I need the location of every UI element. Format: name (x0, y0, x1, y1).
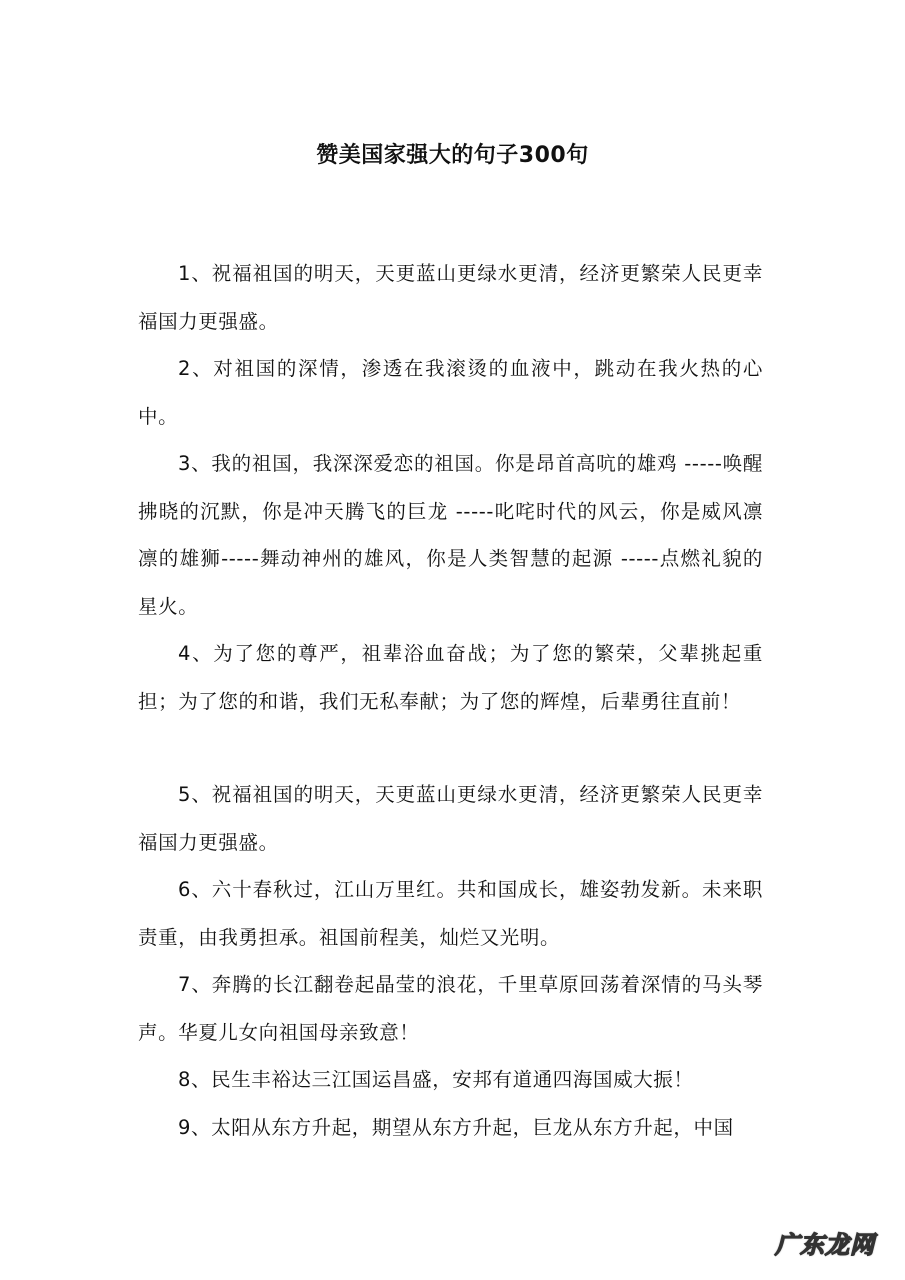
paragraph-9: 9、太阳从东方升起，期望从东方升起，巨龙从东方升起，中国 (178, 1115, 734, 1139)
paragraph-2: 2、对祖国的深情，渗透在我滚烫的血液中，跳动在我火热的心中。 (138, 357, 763, 428)
paragraph-3: 3、我的祖国，我深深爱恋的祖国。你是昂首高吭的雄鸡 -----唤醒拂晓的沉默，你是冲天腾飞的巨龙 -----叱咤时代的风云，你是威风凛凛的雄狮-----舞动神州的雄风，你是人类智慧的起源 -----点燃礼貌的星火。 (138, 452, 763, 618)
site-watermark: 广东龙网 (775, 1231, 875, 1259)
paragraph-spacer (138, 725, 763, 771)
paragraph-8: 8、民生丰裕达三江国运昌盛，安邦有道通四海国威大振！ (178, 1068, 694, 1091)
paragraph-7: 7、奔腾的长江翻卷起晶莹的浪花，千里草原回荡着深情的马头琴声。华夏儿女向祖国母亲致意！ (138, 973, 763, 1044)
paragraph-4: 4、为了您的尊严，祖辈浴血奋战；为了您的繁荣，父辈挑起重担；为了您的和谐，我们无私奉献；为了您的辉煌，后辈勇往直前！ (138, 642, 763, 713)
document-title: 赞美国家强大的句子300句 (316, 143, 589, 168)
paragraph-1: 1、祝福祖国的明天，天更蓝山更绿水更清，经济更繁荣人民更幸福国力更强盛。 (138, 262, 763, 333)
paragraph-5: 5、祝福祖国的明天，天更蓝山更绿水更清，经济更繁荣人民更幸福国力更强盛。 (138, 783, 763, 854)
document-body (138, 250, 763, 1151)
paragraph-6: 6、六十春秋过，江山万里红。共和国成长，雄姿勃发新。未来职责重，由我勇担承。祖国前程美，灿烂又光明。 (138, 878, 763, 949)
